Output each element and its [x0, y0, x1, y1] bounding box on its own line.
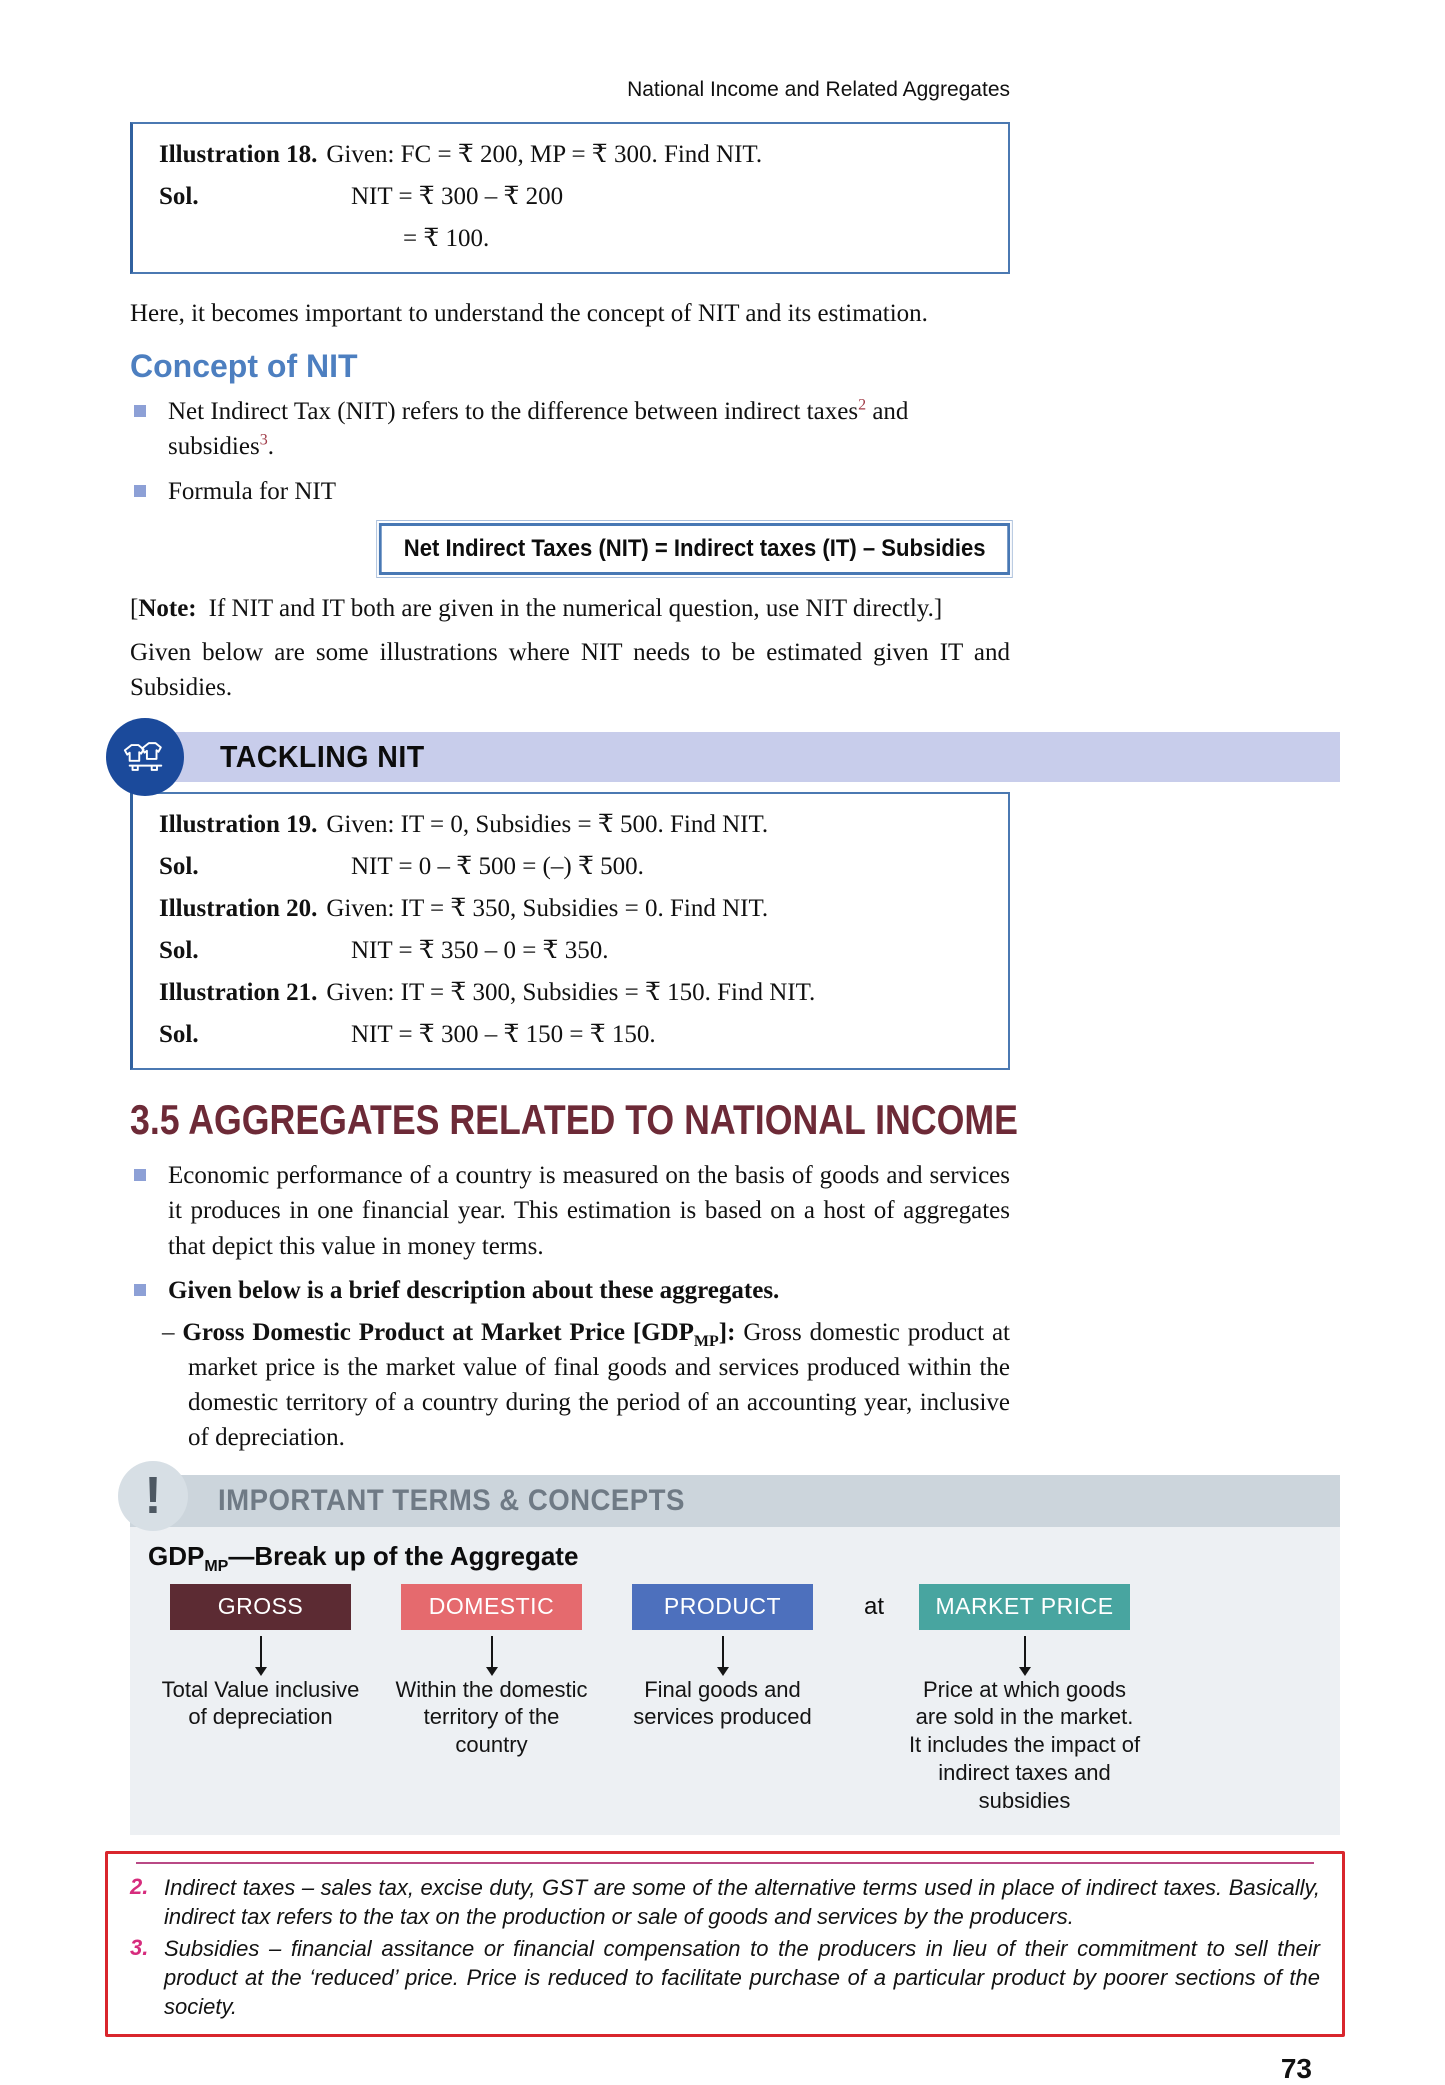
- formula-for-nit-text: Formula for NIT: [168, 477, 337, 505]
- concept-of-nit-heading: Concept of NIT: [130, 347, 358, 384]
- nit-definition-text: Net Indirect Tax (NIT) refers to the difference between indirect taxes$^2$ and subsidies$^3$.: [168, 396, 909, 460]
- diagram-column-gross: [158, 1584, 363, 1732]
- diagram-box-3: MARKET PRICE: [919, 1584, 1130, 1630]
- illustration-18-sol-label: Sol.: [159, 183, 199, 210]
- tackling-nit-title: TACKLING NIT: [220, 738, 425, 774]
- important-terms-strip: [130, 1475, 1340, 1527]
- important-terms-body: [130, 1527, 1340, 1836]
- wrestlers-icon: [122, 734, 168, 780]
- brief-description-text: Given below is a brief description about these aggregates.: [168, 1277, 780, 1304]
- note-label: Note:: [138, 595, 197, 622]
- footnote-3: [130, 1935, 1320, 2021]
- page-number: 73: [1280, 2053, 1312, 2085]
- illustration-18-solution-line-1: [159, 176, 988, 218]
- diagram-box-2: PRODUCT: [632, 1584, 813, 1630]
- footnote-divider: [136, 1862, 1314, 1864]
- diagram-column-domestic: [389, 1584, 594, 1760]
- illustration-20-solution: Sol. NIT = ₹ 350 – 0 = ₹ 350.: [159, 936, 609, 964]
- given-below-paragraph: Given below are some illustrations where NIT needs to be estimated given IT and Subsidies.: [130, 638, 1010, 701]
- formula-wrapper: [130, 523, 1010, 575]
- domestic-caption: Within the domestic territory of the country: [395, 1676, 588, 1758]
- footnote-2: [130, 1874, 1320, 1931]
- bullet-square-icon: [134, 1284, 146, 1296]
- nit-formula-box: Net Indirect Taxes (NIT) = Indirect taxes (IT) – Subsidies: [379, 523, 1010, 575]
- note-text: If NIT and IT both are given in the numerical question, use NIT directly.]: [208, 595, 943, 622]
- economic-performance-text: Economic performance of a country is measured on the basis of goods and services it produces in one financial year. This estimation is based on a host of aggregates that depict this value in money terms.: [168, 1161, 1010, 1260]
- important-terms-header: [130, 1466, 1340, 1527]
- illustration-18-equation-2: = ₹ 100.: [403, 225, 490, 252]
- bullet-brief-description: [130, 1273, 1010, 1309]
- tackling-nit-strip: [124, 732, 1340, 782]
- diagram-box-1: DOMESTIC: [401, 1584, 582, 1630]
- illustration-20-question: Illustration 20. Given: IT = ₹ 350, Subsidies = 0. Find NIT.: [159, 894, 769, 922]
- bullet-economic-performance: [130, 1158, 1010, 1265]
- bullet-nit-definition: [130, 394, 1010, 465]
- footnotes-box: [105, 1851, 1345, 2037]
- footnote-marker-3: 3: [259, 431, 268, 449]
- illustration-18-question: [159, 134, 988, 176]
- tackling-nit-banner: [106, 718, 1340, 798]
- market-price-caption: Price at which goods are sold in the market. It includes the impact of indirect taxes and subsidies: [908, 1676, 1141, 1814]
- product-caption: Final goods and services produced: [633, 1676, 812, 1730]
- footnote-2-text: Indirect taxes – sales tax, excise duty, GST are some of the alternative terms used in place of indirect taxes. Basically, indirect tax refers to the tax on the production or sale of goods and services by the producers.: [164, 1875, 1320, 1929]
- down-arrow-icon: [722, 1636, 724, 1668]
- bullet-square-icon: [134, 485, 146, 497]
- down-arrow-icon: [491, 1636, 493, 1668]
- illustration-18-solution-line-2: [159, 218, 988, 260]
- diagram-column-market-price: [907, 1584, 1142, 1816]
- illustration-21-question: Illustration 21. Given: IT = ₹ 300, Subsidies = ₹ 150. Find NIT.: [159, 978, 816, 1006]
- tackling-nit-badge: [106, 718, 184, 796]
- bullet-square-icon: [134, 1169, 146, 1181]
- gdp-breakup-subtitle: $GDP_{MP}—Break$ up of the Aggregate: [148, 1540, 579, 1575]
- section-3-5-heading: 3.5 AGGREGATES RELATED TO NATIONAL INCOME: [130, 1095, 1018, 1143]
- diagram-box-0: GROSS: [170, 1584, 351, 1630]
- bullet-square-icon: [134, 405, 146, 417]
- illustration-18-equation-1: NIT = ₹ 300 – ₹ 200: [351, 183, 564, 210]
- footnote-3-text: Subsidies – financial assitance or financial compensation to the producers in lieu of their commitment to sell their product at the ‘reduced’ price. Price is reduced to facilitate purchase of a particular product by poorer sections of the society.: [164, 1936, 1320, 2019]
- footnote-3-number: 3.: [130, 1935, 149, 1961]
- illustration-19-solution: Sol. NIT = 0 – ₹ 500 = (–) ₹ 500.: [159, 852, 644, 880]
- illustration-18-label: Illustration 18.: [159, 141, 318, 168]
- gross-caption: Total Value inclusive of depreciation: [161, 1676, 360, 1730]
- footnote-marker-2: 2: [858, 396, 867, 414]
- down-arrow-icon: [260, 1636, 262, 1668]
- tackling-illustrations-box: [130, 792, 1010, 1070]
- running-header: National Income and Related Aggregates: [627, 78, 1010, 101]
- gdp-breakup-diagram: [148, 1584, 1310, 1816]
- illustration-18-box: [130, 122, 1010, 274]
- intro-paragraph: Here, it becomes important to understand the concept of NIT and its estimation.: [130, 300, 928, 327]
- connector-at: at: [863, 1592, 884, 1620]
- down-arrow-icon: [1024, 1636, 1026, 1668]
- note-line: [Note: If NIT and IT both are given in the numerical question, use NIT directly.]: [130, 595, 943, 622]
- gdp-mp-definition: – Gross Domestic Product at Market Price $[GDP_{MP}]$: Gross domestic product at market price is the market value of final goods and services produced within the domestic territory of a country during the period of an accounting year, inclusive of depreciation.: [162, 1318, 1011, 1451]
- illustration-21-solution: Sol. NIT = ₹ 300 – ₹ 150 = ₹ 150.: [159, 1020, 656, 1048]
- illustration-18-given: Given: FC = ₹ 200, MP = ₹ 300. Find NIT.: [326, 141, 763, 168]
- illustration-19-question: Illustration 19. Given: IT = 0, Subsidies = ₹ 500. Find NIT.: [159, 810, 769, 838]
- important-terms-panel: [130, 1466, 1340, 1836]
- footnote-2-number: 2.: [130, 1874, 149, 1900]
- bullet-formula-for-nit: [130, 474, 1010, 510]
- important-terms-title: IMPORTANT TERMS & CONCEPTS: [218, 1483, 685, 1517]
- diagram-column-product: [620, 1584, 825, 1732]
- exclamation-icon: !: [118, 1461, 188, 1531]
